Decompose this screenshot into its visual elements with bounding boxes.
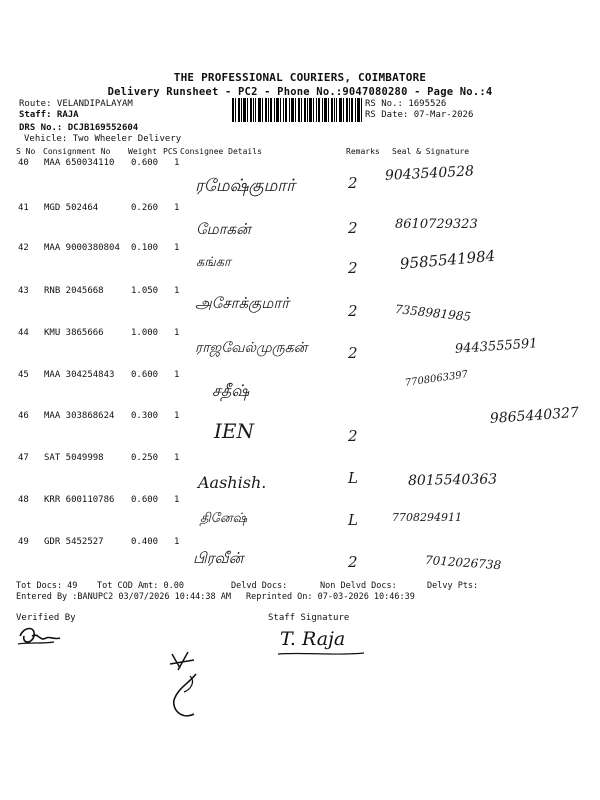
row-pcs: 1 bbox=[174, 453, 180, 463]
row-weight: 0.400 bbox=[131, 537, 159, 547]
table-row bbox=[0, 453, 600, 500]
row-consignee-handwriting: IEN bbox=[214, 419, 254, 443]
row-consignee-handwriting: அசோக்குமார் bbox=[195, 294, 290, 312]
row-weight: 1.000 bbox=[131, 328, 159, 338]
row-consignment-no: MAA 304254843 bbox=[44, 370, 115, 380]
row-consignee-handwriting: பிரவீன் bbox=[193, 549, 244, 567]
rs-number: RS No.: 1695526 bbox=[365, 99, 447, 109]
row-weight: 0.600 bbox=[131, 158, 159, 168]
drs-label: DRS No.: DCJB169552604 bbox=[19, 123, 139, 133]
table-row bbox=[0, 328, 600, 375]
row-sno: 45 bbox=[18, 370, 29, 380]
col-remarks: Remarks bbox=[346, 147, 380, 156]
row-sno: 43 bbox=[18, 286, 29, 296]
entered-by: Entered By :BANUPC2 03/07/2026 10:44:38 AM bbox=[16, 592, 231, 602]
row-remark-handwriting: 2 bbox=[348, 344, 358, 362]
row-signature-handwriting: 7708063397 bbox=[404, 369, 469, 389]
row-consignment-no: RNB 2045668 bbox=[44, 286, 104, 296]
row-consignee-handwriting: தினேஷ் bbox=[200, 511, 248, 526]
row-sno: 49 bbox=[18, 537, 29, 547]
row-weight: 0.600 bbox=[131, 370, 159, 380]
row-signature-handwriting: 8610729323 bbox=[395, 217, 478, 232]
row-remark-handwriting: L bbox=[348, 511, 358, 529]
col-consignee: Consignee Details bbox=[180, 147, 262, 156]
table-row bbox=[0, 286, 600, 333]
non-delivered-docs: Non Delvd Docs: bbox=[320, 581, 397, 591]
col-seal-signature: Seal & Signature bbox=[392, 147, 470, 156]
barcode-image bbox=[232, 98, 362, 122]
row-consignee-handwriting: ரமேஷ்குமார் bbox=[195, 176, 296, 196]
row-consignment-no: MAA 9000380804 bbox=[44, 243, 120, 253]
row-consignment-no: MAA 303868624 bbox=[44, 411, 115, 421]
row-signature-handwriting: 9443555591 bbox=[454, 336, 539, 357]
row-pcs: 1 bbox=[174, 495, 180, 505]
row-signature-handwriting: 9585541984 bbox=[399, 246, 496, 273]
delivery-points: Delvy Pts: bbox=[427, 581, 479, 591]
table-row bbox=[0, 243, 600, 290]
row-sno: 41 bbox=[18, 203, 29, 213]
row-consignment-no: GDR 5452527 bbox=[44, 537, 104, 547]
row-weight: 0.250 bbox=[131, 453, 159, 463]
row-sno: 44 bbox=[18, 328, 29, 338]
row-sno: 48 bbox=[18, 495, 29, 505]
row-pcs: 1 bbox=[174, 286, 180, 296]
table-row bbox=[0, 158, 600, 205]
col-pcs: PCS bbox=[163, 147, 178, 156]
vehicle-label: Vehicle: Two Wheeler Delivery bbox=[24, 134, 182, 144]
row-remark-handwriting: L bbox=[348, 469, 358, 487]
row-pcs: 1 bbox=[174, 203, 180, 213]
reprinted-on: Reprinted On: 07-03-2026 10:46:39 bbox=[246, 592, 415, 602]
row-weight: 0.260 bbox=[131, 203, 159, 213]
staff-signature-label: Staff Signature bbox=[268, 613, 350, 623]
table-row bbox=[0, 537, 600, 584]
staff-signature-underline bbox=[276, 650, 366, 658]
row-sno: 47 bbox=[18, 453, 29, 463]
row-weight: 0.600 bbox=[131, 495, 159, 505]
row-sno: 46 bbox=[18, 411, 29, 421]
row-consignee-handwriting: கங்கா bbox=[196, 255, 231, 270]
verified-by-label: Verified By bbox=[16, 613, 76, 623]
row-signature-handwriting: 7012026738 bbox=[424, 553, 502, 573]
row-consignee-handwriting: சதீஷ் bbox=[212, 381, 250, 400]
row-consignee-handwriting: Aashish. bbox=[198, 473, 267, 492]
table-row bbox=[0, 495, 600, 542]
row-weight: 1.050 bbox=[131, 286, 159, 296]
row-sno: 40 bbox=[18, 158, 29, 168]
col-sno: S No bbox=[16, 147, 36, 156]
row-pcs: 1 bbox=[174, 370, 180, 380]
row-consignment-no: MAA 650034110 bbox=[44, 158, 115, 168]
row-consignee-handwriting: மோகன் bbox=[196, 220, 251, 238]
row-consignment-no: MGD 502464 bbox=[44, 203, 99, 213]
total-cod: Tot COD Amt: 0.00 bbox=[97, 581, 184, 591]
verified-signature bbox=[14, 622, 64, 652]
delivered-docs: Delvd Docs: bbox=[231, 581, 288, 591]
row-pcs: 1 bbox=[174, 328, 180, 338]
row-remark-handwriting: 2 bbox=[348, 219, 358, 237]
row-remark-handwriting: 2 bbox=[348, 174, 358, 192]
table-row bbox=[0, 404, 600, 458]
row-remark-handwriting: 2 bbox=[348, 427, 358, 445]
row-consignment-no: KMU 3865666 bbox=[44, 328, 104, 338]
total-docs: Tot Docs: 49 bbox=[16, 581, 78, 591]
row-signature-handwriting: 7708294911 bbox=[392, 511, 462, 524]
row-pcs: 1 bbox=[174, 411, 180, 421]
row-consignment-no: KRR 600110786 bbox=[44, 495, 115, 505]
row-signature-handwriting: 8015540363 bbox=[407, 471, 498, 489]
runsheet-subtitle: Delivery Runsheet - PC2 - Phone No.:9047080280 - Page No.:4 bbox=[107, 86, 493, 98]
row-weight: 0.300 bbox=[131, 411, 159, 421]
company-title: THE PROFESSIONAL COURIERS, COIMBATORE bbox=[173, 71, 427, 84]
row-pcs: 1 bbox=[174, 158, 180, 168]
staff-label: Staff: RAJA bbox=[19, 110, 79, 120]
row-signature-handwriting: 9865440327 bbox=[489, 404, 580, 427]
row-signature-handwriting: 9043540528 bbox=[384, 163, 475, 184]
row-signature-handwriting: 7358981985 bbox=[394, 302, 472, 324]
row-consignee-handwriting: ராஜவேல்முருகன் bbox=[195, 340, 308, 356]
col-consignment: Consignment No bbox=[43, 147, 111, 156]
row-sno: 42 bbox=[18, 243, 29, 253]
row-remark-handwriting: 2 bbox=[348, 553, 358, 571]
handwritten-mark bbox=[160, 648, 220, 723]
col-weight: Weight bbox=[128, 147, 157, 156]
route-label: Route: VELANDIPALAYAM bbox=[19, 99, 133, 109]
rs-date: RS Date: 07-Mar-2026 bbox=[365, 110, 474, 120]
row-weight: 0.100 bbox=[131, 243, 159, 253]
row-remark-handwriting: 2 bbox=[348, 259, 358, 277]
row-pcs: 1 bbox=[174, 537, 180, 547]
row-consignment-no: SAT 5049998 bbox=[44, 453, 104, 463]
staff-signature: T. Raja bbox=[280, 628, 346, 650]
row-remark-handwriting: 2 bbox=[348, 302, 358, 320]
row-pcs: 1 bbox=[174, 243, 180, 253]
